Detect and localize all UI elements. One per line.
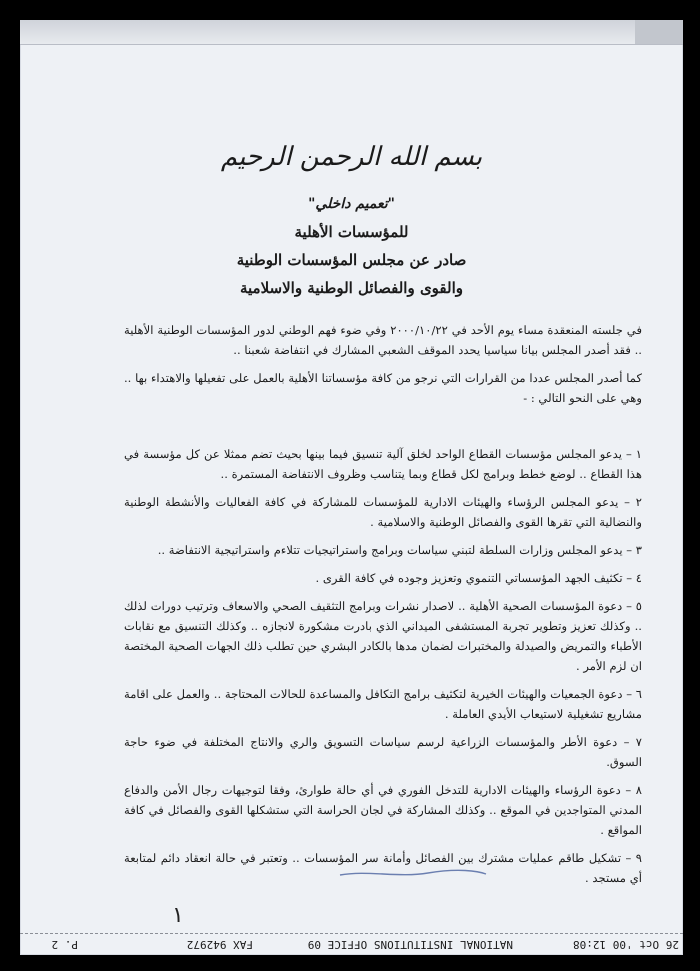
handwritten-mark: ١	[172, 903, 184, 928]
basmala-heading: بسم الله الرحمن الرحيم	[220, 142, 483, 172]
scan-top-edge	[20, 20, 683, 45]
fax-page: P. 2	[51, 938, 78, 951]
scan-top-edge-shadow	[635, 20, 683, 44]
resolution-item: ٣ – يدعو المجلس وزارات السلطة لتبني سياسات وبرامج واستراتيجيات تتلاءم واستراتيجية الانتفاضة ..	[157, 543, 642, 557]
resolution-item: ٥ – دعوة المؤسسات الصحية الأهلية .. لاصدار نشرات وبرامج التثقيف الصحي والاسعاف وترتيب دورات لذلك .. وكذلك تعزيز وتطوير تجربة المستشفى الميداني الذي بادرت مشكورة لانجازه .. وكذلك التنسيق مع نقابات الأطباء والتمريض والصيدلة والمختبرات لضمان مدها بالكادر البشري حين تطلب ذلك الجهات الصحية المختصة ان لزم الأمر .	[124, 599, 642, 673]
resolution-item: ٢ – يدعو المجلس الرؤساء والهيئات الادارية للمؤسسات للمشاركة في كافة الفعاليات والأنشطة الوطنية والنضالية التي تقرها القوى والفصائل الوطنية والاسلامية .	[124, 495, 642, 529]
intro-paragraph: كما أصدر المجلس عددا من القرارات التي نرجو من كافة مؤسساتنا الأهلية بالعمل على تفعيلها والاهتداء بها .. وهي على النحو التالي : -	[124, 371, 642, 405]
resolution-item: ٩ – تشكيل طاقم عمليات مشترك بين الفصائل وأمانة سر المؤسسات .. وتعتبر في حالة انعقاد دائم لمتابعة أي مستجد .	[124, 851, 642, 885]
resolution-item: ١ – يدعو المجلس مؤسسات القطاع الواحد لخلق آلية تنسيق فيما بينها بحيث تضم ممثلا عن كل مؤسسة في هذا القطاع .. لوضع خطط وبرامج لكل قطاع وبما يتناسب وظروف الانتفاضة المستمرة ..	[124, 447, 642, 481]
header-issuer-forces: والقوى والفصائل الوطنية والاسلامية	[239, 279, 463, 297]
spacer	[124, 416, 642, 444]
header-issuer: صادر عن مجلس المؤسسات الوطنية	[236, 251, 467, 269]
resolution-item: ٧ – دعوة الأطر والمؤسسات الزراعية لرسم سياسات التسويق والري والانتاج المختلفة في ضوء حاجة السوق.	[124, 735, 642, 769]
resolution-item: ٤ – تكثيف الجهد المؤسساتي التنموي وتعزيز وجوده في كافة القرى .	[315, 571, 642, 585]
document-header	[20, 190, 683, 302]
header-internal-circular: "تعميم داخلي"	[308, 196, 395, 212]
fax-datetime: 26 Oct '00 12:08	[573, 938, 679, 951]
resolution-item: ٦ – دعوة الجمعيات والهيئات الخيرية لتكثيف برامج التكافل والمساعدة للحالات المحتاجة .. والعمل على اقامة مشاريع تشغيلية لاستيعاب الأيدي العاملة .	[124, 687, 642, 721]
document-body	[124, 320, 642, 896]
fax-number: FAX 942972	[186, 938, 253, 951]
document-page	[20, 20, 683, 955]
fax-sender: NATIONAL INSTITUTIONS OFFICE 09	[307, 938, 513, 951]
header-recipients: للمؤسسات الأهلية	[294, 223, 409, 241]
fax-header-line	[20, 933, 683, 955]
resolution-item: ٨ – دعوة الرؤساء والهيئات الادارية للتدخل الفوري في أي حالة طوارئ، وفقا لتوجيهات رجال الأمن والدفاع المدني المتواجدين في الموقع .. وكذلك المشاركة في لجان الحراسة التي ستشكلها القوى والفصائل في كافة المواقع .	[124, 783, 642, 837]
handwritten-underline	[338, 866, 488, 880]
intro-paragraph: في جلسته المنعقدة مساء يوم الأحد في ٢٠٠٠/١٠/٢٢ وفي ضوء فهم الوطني لدور المؤسسات الوطنية الأهلية .. فقد أصدر المجلس بيانا سياسيا يحدد الموقف الشعبي المشارك في انتفاضة شعبنا ..	[124, 323, 642, 357]
